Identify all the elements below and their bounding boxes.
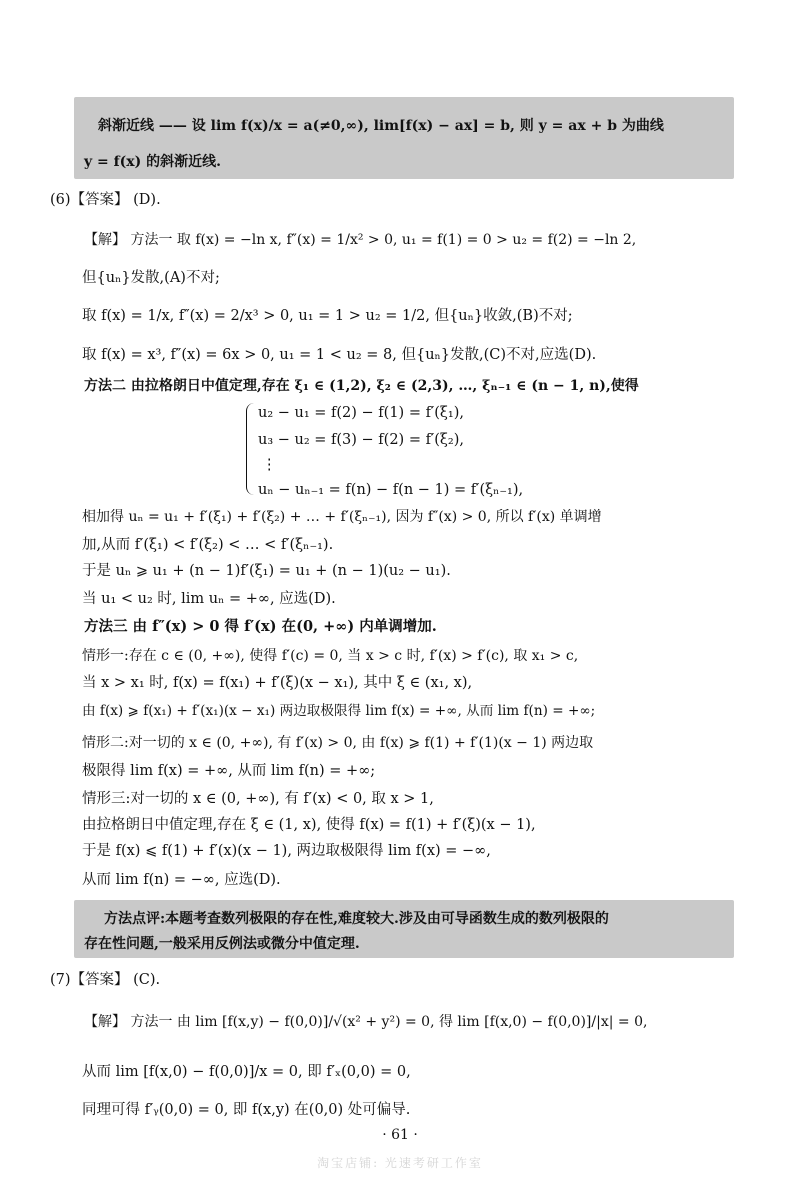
method-three-line: 方法三 由 f″(x) > 0 得 f′(x) 在(0, +∞) 内单调增加. (84, 618, 437, 635)
solution-line: 同理可得 f′ᵧ(0,0) = 0, 即 f(x,y) 在(0,0) 处可偏导. (82, 1102, 411, 1118)
solution-line: 从而 lim f(n) = −∞, 应选(D). (82, 872, 281, 888)
equation-system-brace (246, 403, 257, 495)
solution-line: 【解】 方法一 由 lim [f(x,y) − f(0,0)]/√(x² + y²) = 0, 得 lim [f(x,0) − f(0,0)]/|x| = 0, (84, 1014, 648, 1030)
solution-line: 极限得 lim f(x) = +∞, 从而 lim f(n) = +∞; (82, 763, 376, 779)
system-equation: u₃ − u₂ = f(3) − f(2) = f′(ξ₂), (258, 432, 464, 448)
solution-line: 情形一:存在 c ∈ (0, +∞), 使得 f′(c) = 0, 当 x > c 时, f′(x) > f′(c), 取 x₁ > c, (82, 648, 579, 664)
solution-line: 于是 f(x) ⩽ f(1) + f′(x)(x − 1), 两边取极限得 lim f(x) = −∞, (82, 843, 491, 859)
system-equation: u₂ − u₁ = f(2) − f(1) = f′(ξ₁), (258, 405, 464, 421)
system-equation: uₙ − uₙ₋₁ = f(n) − f(n − 1) = f′(ξₙ₋₁), (258, 482, 524, 498)
solution-line: 相加得 uₙ = u₁ + f′(ξ₁) + f′(ξ₂) + … + f′(ξₙ₋₁), 因为 f″(x) > 0, 所以 f′(x) 单调增 (82, 509, 602, 525)
solution-line: 取 f(x) = x³, f″(x) = 6x > 0, u₁ = 1 < u₂ = 8, 但{uₙ}发散,(C)不对,应选(D). (82, 347, 597, 363)
solution-line: 由 f(x) ⩾ f(x₁) + f′(x₁)(x − x₁) 两边取极限得 lim f(x) = +∞, 从而 lim f(n) = +∞; (82, 703, 596, 719)
solution-line: 从而 lim [f(x,0) − f(0,0)]/x = 0, 即 f′ₓ(0,0) = 0, (82, 1064, 411, 1080)
solution-line: 加,从而 f′(ξ₁) < f′(ξ₂) < … < f′(ξₙ₋₁). (82, 537, 334, 553)
answer-heading-7: (7)【答案】 (C). (50, 972, 161, 988)
box2-line-2: 存在性问题,一般采用反例法或微分中值定理. (84, 936, 360, 952)
solution-line: 由拉格朗日中值定理,存在 ξ ∈ (1, x), 使得 f(x) = f(1) + f′(ξ)(x − 1), (82, 817, 536, 833)
answer-heading-6: (6)【答案】 (D). (50, 192, 161, 208)
box1-line-2: y = f(x) 的斜渐近线. (84, 154, 221, 170)
solution-line: 当 x > x₁ 时, f(x) = f(x₁) + f′(ξ)(x − x₁), 其中 ξ ∈ (x₁, x), (82, 675, 473, 691)
page-number: · 61 · (382, 1127, 418, 1143)
solution-line: 【解】 方法一 取 f(x) = −ln x, f″(x) = 1/x² > 0, u₁ = f(1) = 0 > u₂ = f(2) = −ln 2, (84, 232, 637, 248)
solution-line: 情形三:对一切的 x ∈ (0, +∞), 有 f′(x) < 0, 取 x > 1, (82, 791, 434, 807)
watermark-text: 淘宝店铺: 光速考研工作室 (317, 1156, 483, 1170)
box1-line-1: 斜渐近线 —— 设 lim f(x)/x = a(≠0,∞), lim[f(x) − ax] = b, 则 y = ax + b 为曲线 (98, 118, 664, 134)
solution-line: 当 u₁ < u₂ 时, lim uₙ = +∞, 应选(D). (82, 591, 336, 607)
solution-line: 于是 uₙ ⩾ u₁ + (n − 1)f′(ξ₁) = u₁ + (n − 1)(u₂ − u₁). (82, 563, 451, 579)
system-ellipsis: ⋮ (262, 457, 277, 473)
solution-line: 但{uₙ}发散,(A)不对; (82, 270, 220, 286)
method-two-line: 方法二 由拉格朗日中值定理,存在 ξ₁ ∈ (1,2), ξ₂ ∈ (2,3), …, ξₙ₋₁ ∈ (n − 1, n),使得 (84, 378, 639, 394)
solution-line: 情形二:对一切的 x ∈ (0, +∞), 有 f′(x) > 0, 由 f(x) ⩾ f(1) + f′(1)(x − 1) 两边取 (82, 735, 594, 751)
box2-line-1: 方法点评:本题考查数列极限的存在性,难度较大.涉及由可导函数生成的数列极限的 (104, 911, 609, 927)
solution-line: 取 f(x) = 1/x, f″(x) = 2/x³ > 0, u₁ = 1 > u₂ = 1/2, 但{uₙ}收敛,(B)不对; (82, 308, 573, 324)
